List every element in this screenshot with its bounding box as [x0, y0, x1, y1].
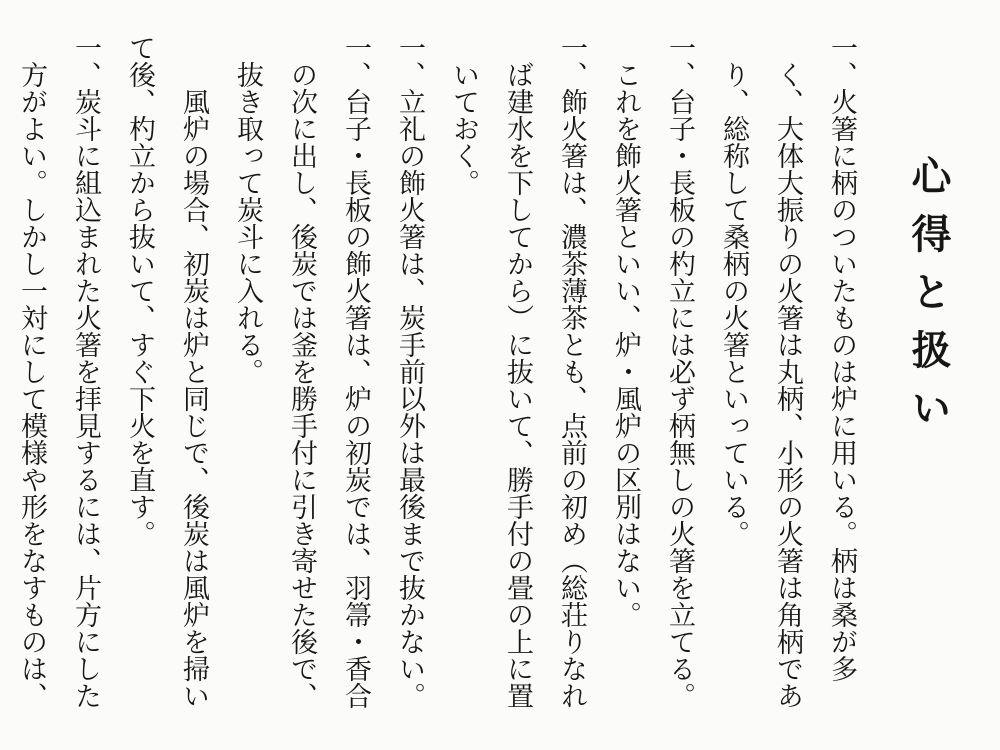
paragraph-item-4: 一、立礼の飾火箸は、炭手前以外は最後まで抜かない。: [394, 34, 425, 709]
paragraph-item-2: 一、台子・長板の杓立には必ず柄無しの火箸を立てる。これを飾火箸といい、炉・風炉の区別はない。: [610, 34, 695, 709]
paragraph-item-1: 一、火箸に柄のついたものは炉に用いる。柄は桑が多く、大体大振りの火箸は丸柄、小形の火箸は角柄であり、総称して桑柄の火箸といっている。: [718, 34, 857, 709]
page-title: 心得と扱い: [905, 155, 951, 445]
paragraph-item-5: 一、台子・長板の飾火箸は、炉の初炭では、羽箒・香合の次に出し、後炭では釜を勝手付に引き寄せた後で、抜き取って炭斗に入れる。: [232, 34, 371, 709]
paragraph-note-furo: 風炉の場合、初炭は炉と同じで、後炭は風炉を掃いて後、杓立から抜いて、すぐ下火を直す。: [124, 34, 209, 709]
paragraph-item-6: 一、炭斗に組込まれた火箸を拝見するには、片方にした方がよい。しかし一対にして模様や形をなすものは、: [16, 34, 101, 709]
paragraph-item-3: 一、飾火箸は、濃茶薄茶とも、点前の初め（総荘りなれば建水を下してから）に抜いて、勝手付の畳の上に置いておく。: [448, 34, 587, 709]
body-text: [0, 34, 868, 724]
